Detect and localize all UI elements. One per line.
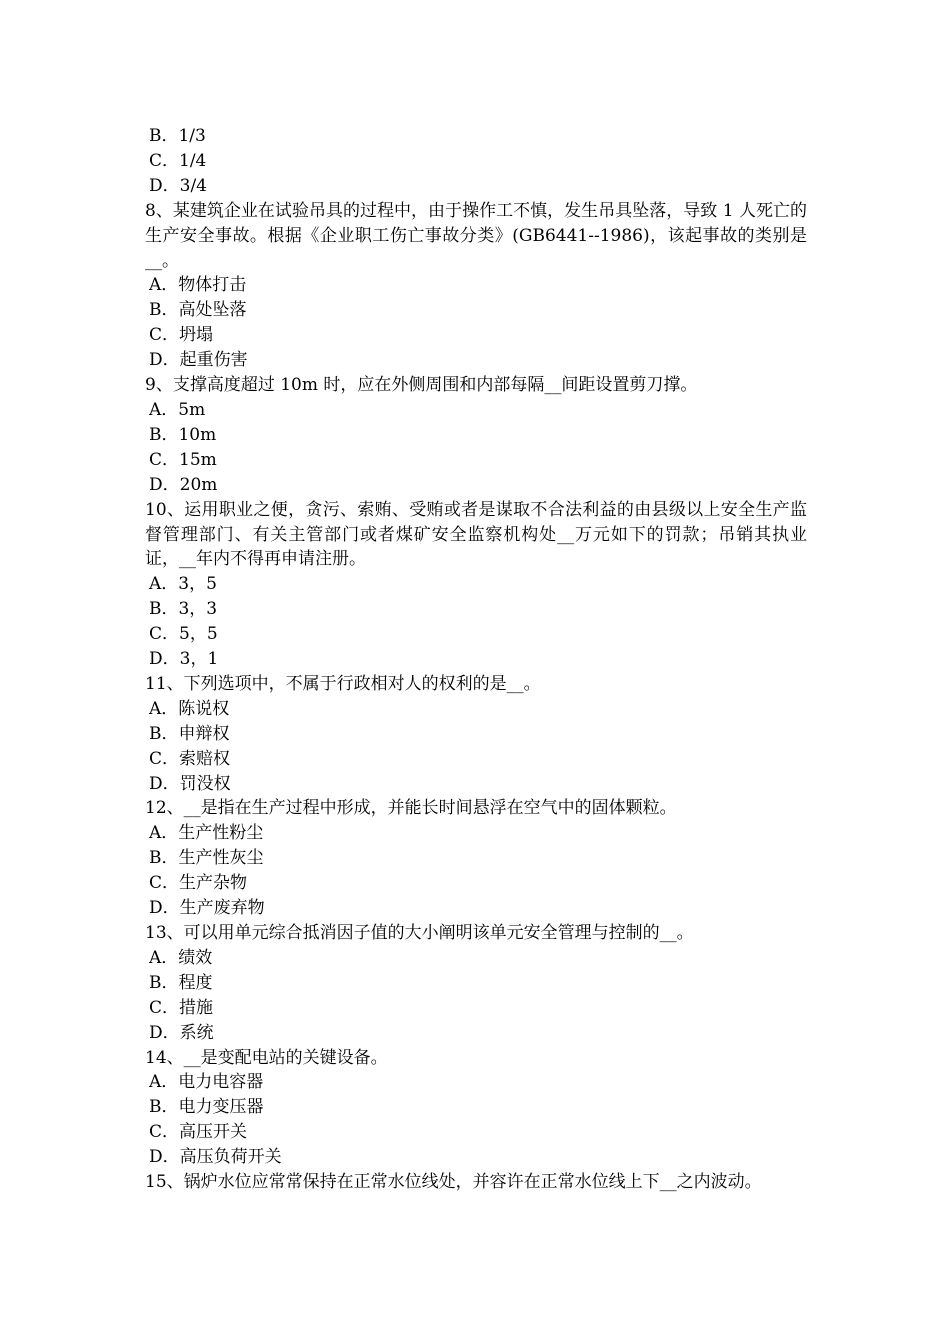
answer-option: C．措施: [149, 997, 214, 1018]
question-text: 11、下列选项中，不属于行政相对人的权利的是__。: [145, 673, 541, 694]
answer-option: D．罚没权: [149, 773, 231, 794]
answer-option: A．电力电容器: [149, 1072, 264, 1093]
answer-option: D．3/4: [149, 175, 207, 196]
answer-option: B．3，3: [149, 599, 218, 620]
question-text: 10、运用职业之便，贪污、索贿、受贿或者是谋取不合法利益的由县级以上安全生产监督管理部门、有关主管部门或者煤矿安全监察机构处__万元如下的罚款；吊销其执业证，__年内不得再申请注册。: [145, 499, 807, 570]
answer-option: C．索赔权: [149, 748, 231, 769]
question-text: 13、可以用单元综合抵消因子值的大小阐明该单元安全管理与控制的__。: [145, 923, 694, 943]
answer-option: D．3，1: [149, 649, 219, 670]
answer-option: D．20m: [149, 474, 218, 495]
answer-option: B．生产性灰尘: [149, 848, 264, 869]
answer-option: C．高压开关: [149, 1122, 248, 1143]
answer-option: C．生产杂物: [149, 873, 248, 894]
answer-option: B．申辩权: [149, 723, 230, 744]
answer-option: A．3，5: [149, 574, 217, 595]
answer-option: B．电力变压器: [149, 1097, 264, 1118]
question-text: 14、__是变配电站的关键设备。: [145, 1047, 388, 1068]
answer-option: A．陈说权: [149, 698, 230, 719]
answer-option: C．15m: [149, 449, 217, 470]
question-text: 9、支撑高度超过 10m 时，应在外侧周围和内部每隔__间距设置剪刀撑。: [145, 375, 698, 396]
answer-option: B．高处坠落: [149, 300, 247, 321]
answer-option: D．生产废弃物: [149, 898, 265, 919]
question-text: 12、__是指在生产过程中形成，并能长时间悬浮在空气中的固体颗粒。: [145, 798, 677, 819]
answer-option: A．物体打击: [149, 275, 247, 296]
question-text: 15、锅炉水位应常常保持在正常水位线处，并容许在正常水位线上下__之内波动。: [145, 1172, 762, 1193]
question-text: 8、某建筑企业在试验吊具的过程中，由于操作工不慎，发生吊具坠落，导致 1 人死亡的生产安全事故。根据《企业职工伤亡事故分类》(GB6441--1986)，该起事故的类别是__。: [145, 200, 807, 271]
answer-option: A．生产性粉尘: [149, 823, 264, 844]
answer-option: D．起重伤害: [149, 350, 248, 371]
answer-option: C．坍塌: [149, 325, 214, 346]
exam-content: [145, 124, 807, 1195]
answer-option: D．高压负荷开关: [149, 1147, 282, 1168]
answer-option: C．5，5: [149, 624, 218, 645]
answer-option: A．绩效: [149, 947, 213, 968]
answer-option: B．1/3: [149, 126, 206, 146]
answer-option: B．程度: [149, 972, 213, 993]
answer-option: C．1/4: [149, 150, 207, 171]
answer-option: A．5m: [149, 399, 206, 420]
answer-option: D．系统: [149, 1022, 214, 1043]
answer-option: B．10m: [149, 424, 217, 445]
